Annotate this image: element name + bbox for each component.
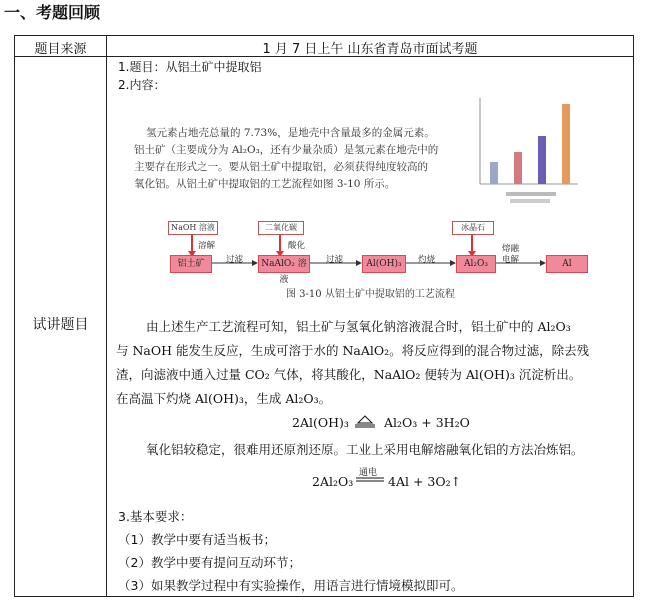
requirement-item: （1）教学中要有适当板书； <box>118 532 276 547</box>
box-naalo2: NaAlO₂ 溶液 <box>258 255 310 273</box>
paragraph-line: 氧化铝较稳定，很难用还原剂还原。工业上采用电解熔融氧化铝的方法冶炼铝。 <box>146 442 584 457</box>
label-dissolve: 溶解 <box>198 241 216 251</box>
label-melt: 熔融 <box>502 244 520 254</box>
label-filter-2: 过滤 <box>326 255 344 265</box>
heat-sign <box>354 414 376 428</box>
label-electrolysis: 电解 <box>502 255 520 265</box>
eq2-double-bar <box>356 477 384 483</box>
column-divider <box>106 36 107 596</box>
chart-caption-blur <box>506 192 556 196</box>
paragraph-line: 由上述生产工艺流程可知，铝土矿与氢氧化钠溶液混合时，铝土矿中的 Al₂O₃ <box>146 319 571 334</box>
eq2-left: 2Al₂O₃ <box>312 474 354 489</box>
chart-bar <box>562 104 570 184</box>
box-al2o3: Al₂O₃ <box>456 255 496 273</box>
topic-row-label: 试讲题目 <box>32 317 89 333</box>
content-label: 2.内容： <box>118 78 166 92</box>
box-bauxite: 铝土矿 <box>170 255 212 273</box>
label-filter: 过滤 <box>226 255 244 265</box>
box-al: Al <box>546 255 588 273</box>
eq1-right: Al₂O₃ + 3H₂O <box>384 415 470 430</box>
label-burn: 灼烧 <box>418 255 436 265</box>
element-abundance-chart <box>466 92 586 210</box>
paragraph-line: 渣，向滤液中通入过量 CO₂ 气体，将其酸化，NaAlO₂ 便转为 Al(OH)₃ 沉淀析出。 <box>116 367 582 382</box>
chart-bar <box>490 162 498 184</box>
chart-bar <box>538 136 546 184</box>
paragraph-line: 与 NaOH 能发生反应，生成可溶于水的 NaAlO₂。将反应得到的混合物过滤，除去残 <box>116 343 590 358</box>
box-aloh3: Al(OH)₃ <box>362 255 406 273</box>
textbook-line: 铝土矿（主要成分为 Al₂O₃，还有少量杂质）是氢元素在地壳中的 <box>134 144 439 156</box>
eq1-left: 2Al(OH)₃ <box>292 415 349 430</box>
topic-title: 1.题目：从铝土矿中提取铝 <box>118 60 262 74</box>
header-row <box>15 36 633 57</box>
textbook-line: 氢元素占地壳总量的 7.73%，是地壳中含量最多的金属元素。 <box>146 127 435 139</box>
source-label: 题目来源 <box>34 42 87 57</box>
textbook-line: 氧化铝。从铝土矿中提取铝的工艺流程如图 3-10 所示。 <box>134 178 396 190</box>
reagent-co2: 二氧化碳 <box>258 221 304 235</box>
figure-caption: 图 3-10 从铝土矿中提取铝的工艺流程 <box>286 289 455 300</box>
requirement-item: （2）教学中要有提问互动环节； <box>118 555 301 570</box>
chart-bar <box>514 152 522 184</box>
source-value: 1 月 7 日上午 山东省青岛市面试考题 <box>262 42 478 57</box>
eq2-condition: 通电 <box>359 468 378 478</box>
chart-caption-blur <box>510 199 550 203</box>
reagent-naoh: NaOH 溶液 <box>168 221 218 235</box>
eq2-right: 4Al + 3O₂↑ <box>388 474 462 489</box>
textbook-line: 主要存在形式之一。要从铝土矿中提取铝，必须获得纯度较高的 <box>134 161 428 173</box>
label-acidify: 酸化 <box>288 241 306 251</box>
section-title: 一、考题回顾 <box>4 3 101 22</box>
reagent-cryolite: 冰晶石 <box>452 221 494 235</box>
requirements-title: 3.基本要求： <box>118 509 193 524</box>
paragraph-line: 在高温下灼烧 Al(OH)₃，生成 Al₂O₃。 <box>116 391 332 406</box>
requirement-item: （3）如果教学过程中有实验操作，用语言进行情境模拟即可。 <box>118 578 464 593</box>
